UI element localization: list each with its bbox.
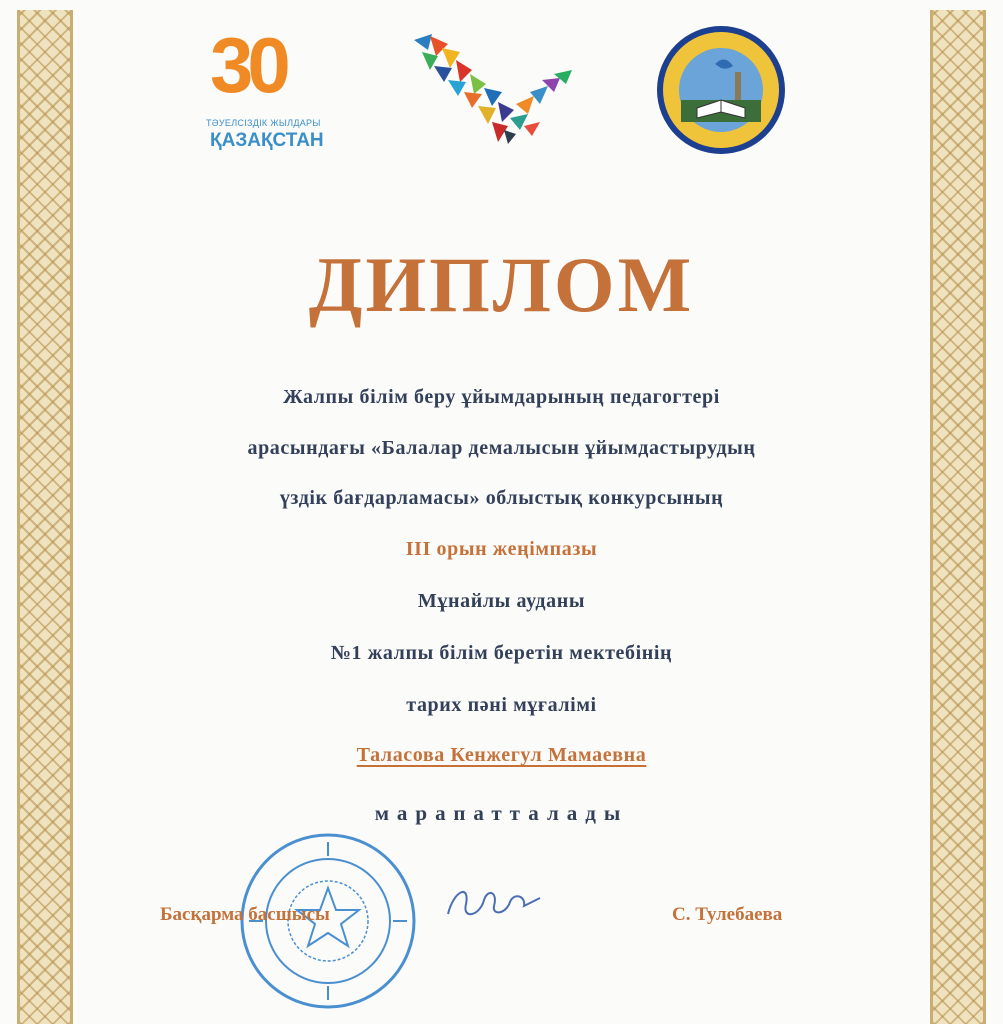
district-label: Мұнайлы ауданы [417, 590, 586, 612]
body-line-1: Жалпы білім беру ұйымдарының педагогтері [283, 386, 720, 408]
ornamental-border-right [930, 10, 986, 1024]
awarded-label: марапатталады [374, 801, 629, 825]
ornamental-border-left [17, 10, 73, 1024]
signatory-name: С. Тулебаева [672, 904, 783, 925]
logo-country: ҚАЗАҚСТАН [210, 130, 324, 151]
regional-education-emblem-icon [655, 24, 787, 156]
awardee-name: Таласова Кенжегул Мамаевна [356, 744, 647, 766]
logo-tagline: ТӘУЕЛСІЗДІК ЖЫЛДАРЫ [206, 118, 321, 128]
signature [440, 870, 550, 930]
position-label: тарих пәні мұғалімі [406, 694, 597, 716]
school-label: №1 жалпы білім беретін мектебінің [330, 642, 673, 664]
body-line-3: үздік бағдарламасы» облыстық конкурсының [279, 487, 724, 509]
independence-30-logo [206, 21, 326, 156]
signature-title: Басқарма басшысы [160, 904, 330, 925]
body-line-2: арасындағы «Балалар демалысын ұйымдастырудың [247, 437, 756, 459]
diploma-title: ДИПЛОМ [308, 241, 695, 328]
eagle-mosaic-icon [412, 30, 574, 145]
logo-number: 30 [210, 21, 285, 109]
place-label: III орын жеңімпазы [405, 538, 598, 560]
